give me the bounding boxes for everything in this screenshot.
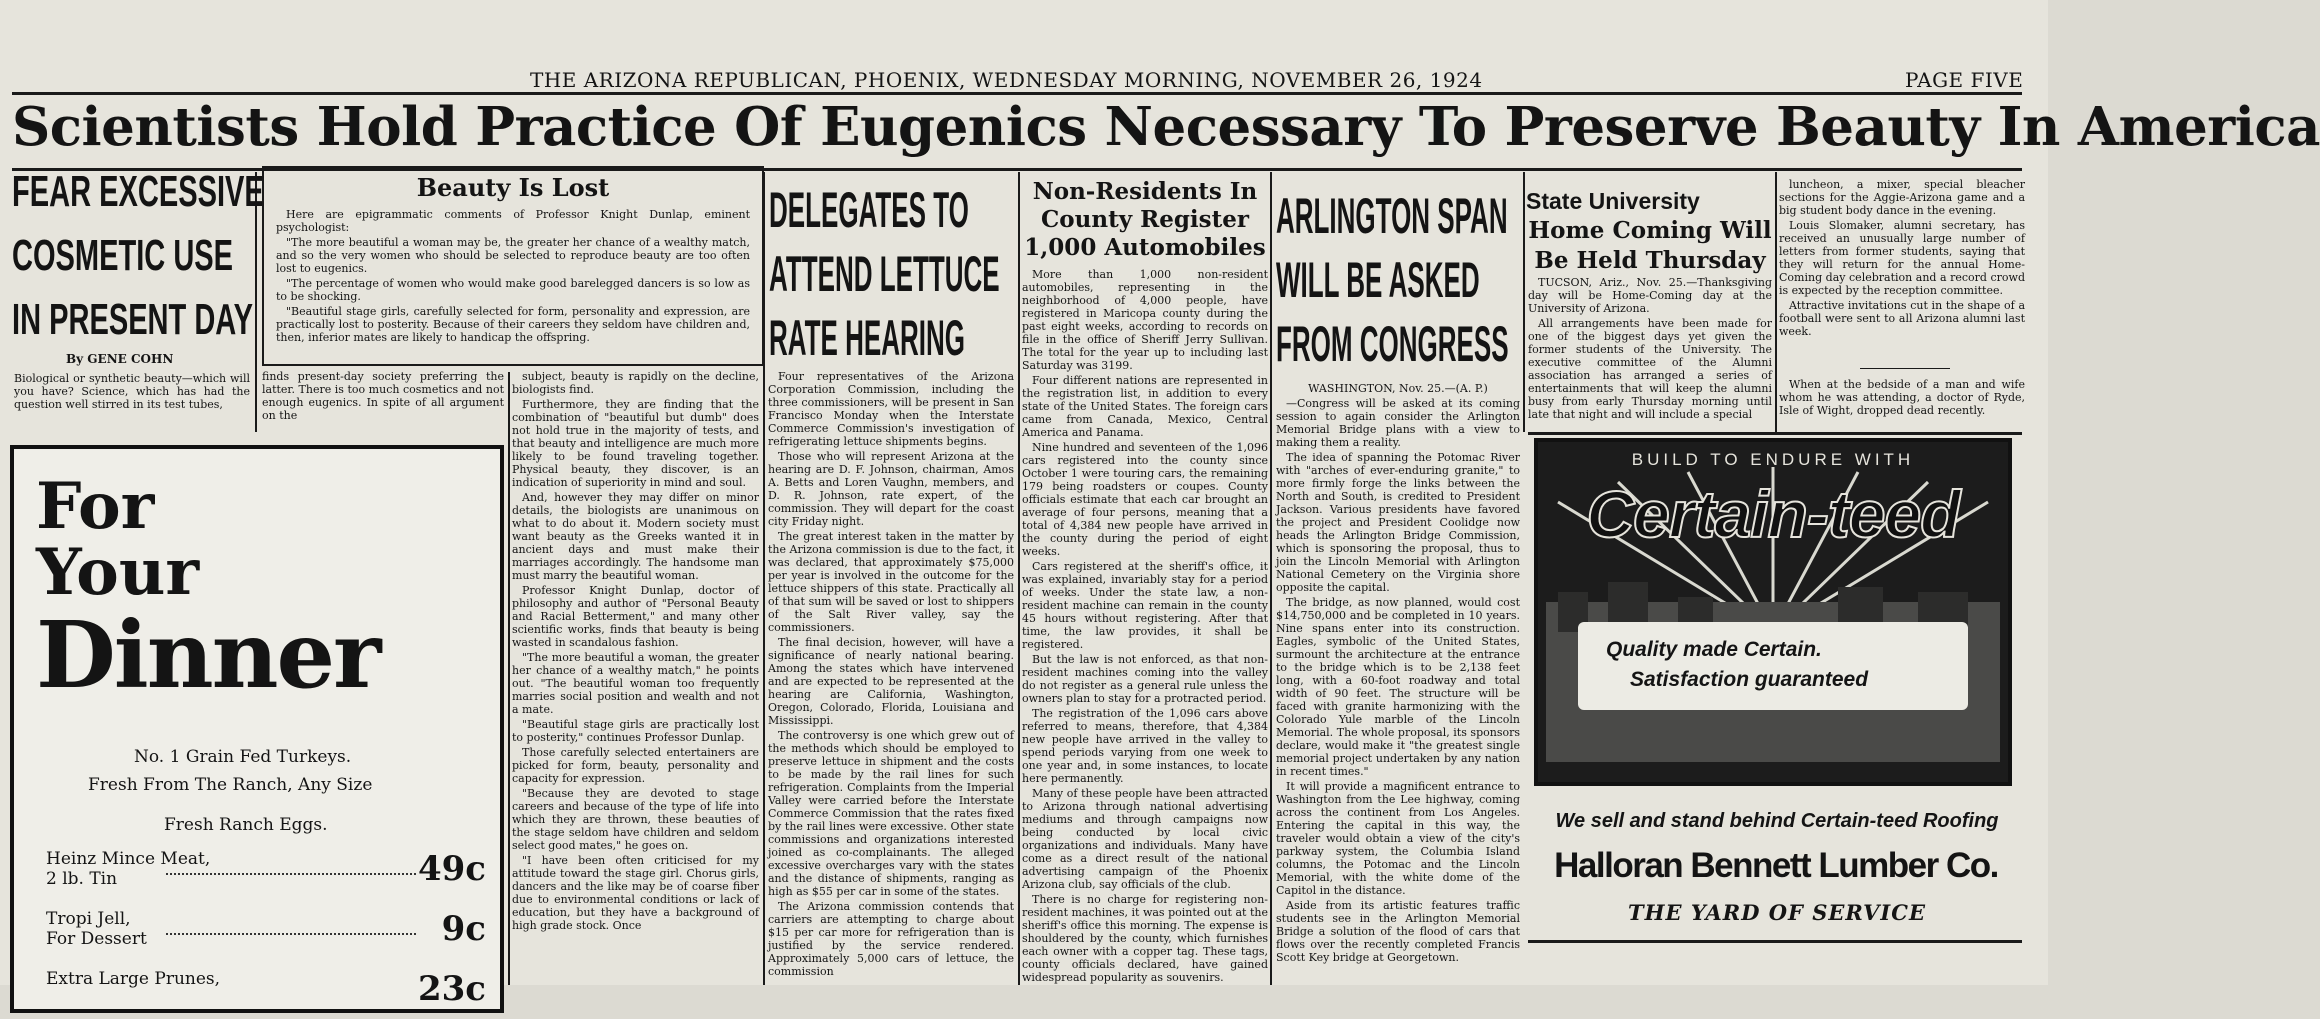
main-headline: Scientists Hold Practice Of Eugenics Necessary To Preserve Beauty In America — [12, 96, 2320, 158]
price-row-mince-meat: Heinz Mince Meat, 2 lb. Tin 49c — [46, 849, 486, 889]
eugenics-article-col3: subject, beauty is rapidly on the decline, biologists find. Furthermore, they are finding that the combination of "beautiful but dumb" does not hold true in the majority of tests, and that beauty and intelligence are much more likely to be found traveling together. Physical beauty, they discover, is an indication of superiority in mind and soul. And, however they may differ on minor details, the biologists are unanimous on what to do about it. Modern society must want beauty as the Greeks wanted it in ancient days and must make their marriages accordingly. The handsome man must marry the beautiful woman. Professor Knight Dunlap, doctor of philosophy and author of "Personal Beauty and Racial Betterment," and many other scientific works, finds that beauty is being wasted in scandalous fashion. "The more beautiful a woman, the greater her chance of a wealthy match," he points out. "The beautiful woman too frequently marries social position and wealth and not a mate. "Beautiful stage girls are practically lost to posterity," continues Professor Dunlap. Those carefully selected entertainers are picked for form, beauty, personality and capacity for expression. "Because they are devoted to stage careers and because of the type of life into which they are thrown, these beauties of the stage seldom have children and seldom select good mates," he goes on. "I have been often criticised for my attitude toward the stage girl. Chorus girls, dancers and the like may be of coarse fiber due to environmental conditions or lack of education, but they have a background of high grade stock. Once — [512, 370, 759, 932]
ad-ribbon: Quality made Certain. Satisfaction guaranteed — [1578, 622, 1968, 710]
byline: By GENE COHN — [66, 352, 174, 366]
column-rule — [508, 372, 510, 985]
nonresidents-headline: Non-Residents In County Register 1,000 Automobiles — [1024, 178, 1266, 261]
top-rule — [12, 92, 2022, 95]
ad-brand: Certain-teed — [1586, 477, 1960, 551]
lettuce-article-text: Four representatives of the Arizona Corporation Commission, including the three commissioners, will be present in San Francisco Monday when the Interstate Commerce Commission's investigation of refrigerating lettuce shipments begins. Those who will represent Arizona at the hearing are D. F. Johnson, chairman, Amos A. Betts and Loren Vaughn, members, and D. R. Johnson, rate expert, of the commission. They will depart for the coast city Friday night. The great interest taken in the matter by the Arizona commission is due to the fact, it was declared, that approximately $75,000 per year is involved in the outcome for the lettuce shippers of this state. Practically all of that sum will be saved or lost to shippers of the Salt River valley, say the commissioners. The final decision, however, will have a significance of nearly national bearing. Among the states which have intervened and are expected to be represented at the hearing are California, Washington, Oregon, Colorado, Florida, Louisiana and Mississippi. The controversy is one which grew out of the methods which should be employed to preserve lettuce in shipment and the costs to be made by the rail lines for such refrigeration. Complaints from the Imperial Valley were carried before the Interstate Commerce Commission that the rates fixed by the rail lines were excessive. Other state commissions and organizations interested joined as co-complainants. The alleged excessive overcharges vary with the states and the distance of shipments, ranging as high as $55 per car in some of the states. The Arizona commission contends that carriers are attempting to charge about $15 per car more for refrigeration than is justified by the service rendered. Approximately 5,000 cars of lettuce, the commission — [768, 370, 1014, 978]
homecoming-headline: State University Home Coming Will Be Held Thursday — [1526, 188, 1772, 274]
certainteed-ad — [1534, 438, 2012, 786]
ad-company: Halloran Bennett Lumber Co. — [1554, 846, 1998, 885]
ad-for: For — [36, 469, 155, 544]
cosmetic-article-text: Biological or synthetic beauty—which will you have? Science, which has had the question well stirred in its test tubes, — [14, 372, 250, 411]
ad-top-text: BUILD TO ENDURE WITH — [1631, 450, 1915, 469]
beauty-is-lost-box — [262, 166, 764, 366]
ad-your: Your — [36, 535, 200, 610]
arlington-headline: ARLINGTON SPAN WILL BE ASKED FROM CONGRESS — [1276, 188, 1509, 372]
masthead-line: THE ARIZONA REPUBLICAN, PHOENIX, WEDNESDAY MORNING, NOVEMBER 26, 1924 — [530, 68, 1483, 92]
nonresidents-article-text: More than 1,000 non-resident automobiles, representing in the neighborhood of 4,000 people, have registered in Maricopa county during the past eight weeks, according to records on file in the office of Sheriff Jerry Sullivan. The total for the year up to including last Saturday was 3199. Four different nations are represented in the registration list, in addition to every state of the United States. The foreign cars came from Canada, Mexico, Central America and Panama. Nine hundred and seventeen of the 1,096 cars registered into the county since October 1 were touring cars, the remaining 179 being roadsters or coupes. County officials estimate that each car brought an average of four persons, meaning that a total of 4,384 new people have arrived in the county during the period of eight weeks. Cars registered at the sheriff's office, it was explained, invariably stay for a period of weeks. Under the state law, a non-resident machine can remain in the county 45 hours without registering. After that time, the law provides, it shall be registered. But the law is not enforced, as that non-resident machines coming into the valley do not register as a general rule unless the owners plan to stay for a protracted period. The registration of the 1,096 cars above referred to means, therefore, that 4,384 new people have arrived in the valley to spend periods varying from one week to one year and, in some instances, to locate here permanently. Many of these people have been attracted to Arizona through national advertising mediums and through campaigns now being conducted by local civic organizations and individuals. Many have come as a direct result of the national advertising campaign of the Phoenix Arizona club, say officials of the club. There is no charge for registering non-resident machines, it was pointed out at the sheriff's office this morning. The expense is shouldered by the county, which furnishes each owner with a copper tag. These tags, county officials declared, have gained widespread popularity as souvenirs. — [1022, 268, 1268, 984]
lettuce-headline: DELEGATES TO ATTEND LETTUCE RATE HEARING — [769, 182, 1000, 366]
ad-eggs: Fresh Ranch Eggs. — [164, 815, 328, 835]
homecoming-article-text: TUCSON, Ariz., Nov. 25.—Thanksgiving day will be Home-Coming day at the University of Arizona. All arrangements have been made for one of the biggest days yet given the former students of the University. The executive committee of the Alumni association has arranged a series of entertainments that will keep the alumni busy from early Thursday morning until late that night and will include a special — [1528, 276, 1772, 421]
beauty-box-text: Here are epigrammatic comments of Professor Knight Dunlap, eminent psychologist: "The more beautiful a woman may be, the greater her chance of a wealthy match, and so the very women who should be selected to reproduce beauty are too often lost to eugenics. "The percentage of women who would make good barelegged dancers is so low as to be shocking. "Beautiful stage girls, carefully selected for form, personality and expression, are practically lost to posterity. Because of their careers they seldom have children and, then, inferior mates are likely to handicap the offspring. — [276, 208, 750, 344]
column-rule — [1523, 172, 1525, 432]
dinner-ad — [10, 445, 504, 1013]
brief-divider — [1860, 368, 1950, 369]
column-rule — [1270, 172, 1272, 985]
homecoming-continued-text: luncheon, a mixer, special bleacher sections for the Aggie-Arizona game and a big student body dance in the evening. Louis Slomaker, alumni secretary, has received an unusually large number of letters from former students, saying that they will return for the annual Home-Coming day celebration and a record crowd is expected by the reception committee. Attractive invitations cut in the shape of a football were sent to all Arizona alumni last week. — [1779, 178, 2025, 338]
page-number: PAGE FIVE — [1905, 68, 2024, 92]
eugenics-article-col2: finds present-day society preferring the latter. There is too much cosmetics and not enough eugenics. In spite of all argument on the — [262, 370, 504, 422]
column-rule — [1775, 172, 1777, 432]
ad-turkeys: No. 1 Grain Fed Turkeys. — [134, 747, 352, 767]
price-row-tropi-jell: Tropi Jell, For Dessert 9c — [46, 909, 486, 949]
brief-text: When at the bedside of a man and wife whom he was attending, a doctor of Ryde, Isle of Wight, dropped dead recently. — [1779, 378, 2025, 417]
ad-bottom-rule — [1528, 940, 2022, 943]
price-row-prunes: Extra Large Prunes, 23c — [46, 969, 486, 1009]
ad-tagline: We sell and stand behind Certain-teed Roofing — [1555, 810, 1999, 832]
ad-top-rule — [1528, 432, 2022, 435]
cosmetic-headline: FEAR EXCESSIVE COSMETIC USE IN PRESENT DAY — [12, 167, 264, 344]
arlington-article-text: WASHINGTON, Nov. 25.—(A. P.) —Congress will be asked at its coming session to again consider the Arlington Memorial Bridge plans with a view to making them a reality. The idea of spanning the Potomac River with "arches of ever-enduring granite," to more firmly forge the links between the North and South, is credited to President Jackson. Various presidents have favored the project and President Coolidge now heads the Arlington Bridge Commission, which is sponsoring the proposal, thus to join the Lincoln Memorial with Arlington National Cemetery on the Virginia shore opposite the capital. The bridge, as now planned, would cost $14,750,000 and be completed in 10 years. Nine spans enter into its construction. Eagles, symbolic of the United States, surmount the architecture at the entrance to the bridge which is to be 2,138 feet long, with a 60-foot roadway and total width of 90 feet. The structure will be faced with granite harmonizing with the Colorado Yule marble of the Lincoln Memorial. The whole proposal, its sponsors declare, would make it "the greatest single memorial project undertaken by any nation in recent times." It will provide a magnificent entrance to Washington from the Lee highway, coming across the continent from Los Angeles. Entering the capital in this way, the traveler would obtain a view of the city's parkway system, the Columbia Island columns, the Potomac and the Lincoln Memorial, with the white dome of the Capitol in the distance. Aside from its artistic features traffic students see in the Arlington Memorial Bridge a solution of the flood of cars that flows over the recently completed Francis Scott Key bridge at Georgetown. — [1276, 382, 1520, 964]
ad-ranch: Fresh From The Ranch, Any Size — [88, 775, 373, 795]
column-rule — [1018, 172, 1020, 985]
ad-dinner: Dinner — [36, 601, 380, 709]
beauty-box-title: Beauty Is Lost — [416, 173, 610, 202]
ad-slogan: THE YARD OF SERVICE — [1628, 900, 1926, 925]
